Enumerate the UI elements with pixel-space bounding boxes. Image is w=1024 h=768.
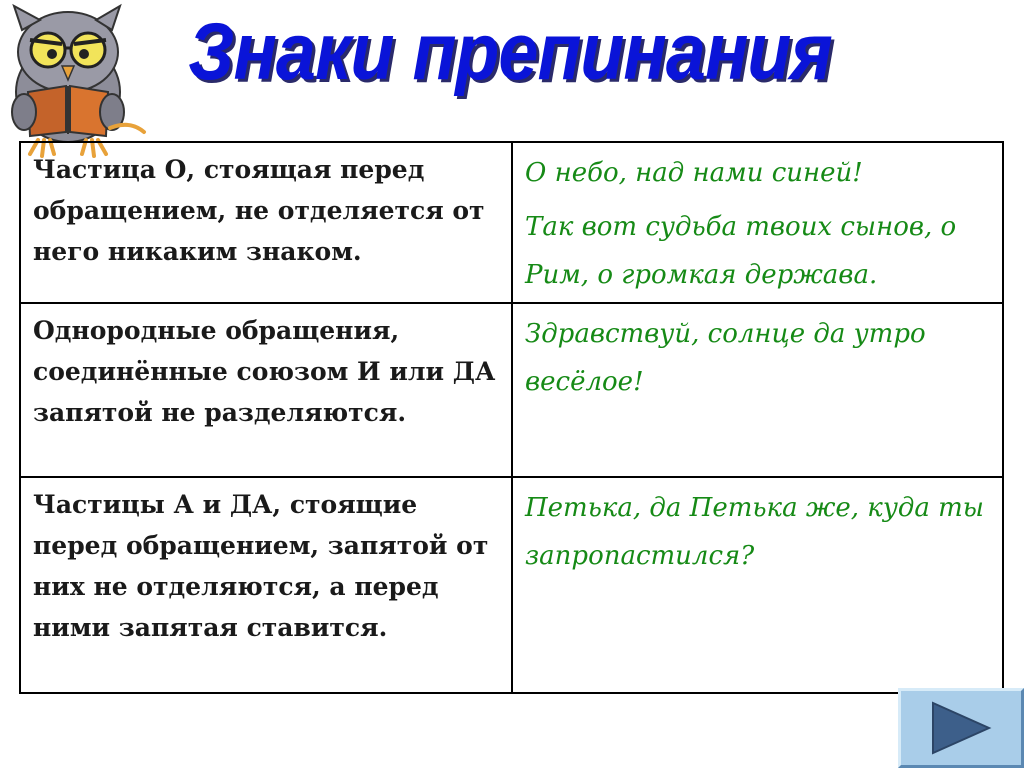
rule-cell: Частицы А и ДА, стоящие перед обращением, запятой от них не отделяются, а перед ними запятая ставится. (20, 477, 512, 693)
rules-table (19, 141, 1004, 694)
example-text: Так вот судьба твоих сынов, о Рим, о громкая держава. (525, 212, 957, 290)
rule-cell: Частица О, стоящая перед обращением, не отделяется от него никаким знаком. (20, 142, 512, 303)
example-text: Петька, да Петька же, куда ты запропастился? (525, 493, 984, 571)
page-title: Знаки препинания (188, 7, 832, 97)
rule-cell: Однородные обращения, соединённые союзом И или ДА запятой не разделяются. (20, 303, 512, 477)
table-row (20, 142, 1003, 303)
example-text: О небо, над нами синей! (525, 158, 863, 188)
table-row (20, 303, 1003, 477)
owl-reading-book-icon (0, 0, 160, 160)
table-row (20, 477, 1003, 693)
example-cell (512, 303, 1003, 477)
play-arrow-icon (929, 701, 993, 755)
example-cell (512, 477, 1003, 693)
example-cell (512, 142, 1003, 303)
example-text: Здравствуй, солнце да утро весёлое! (525, 319, 926, 397)
next-slide-button[interactable] (898, 688, 1024, 768)
